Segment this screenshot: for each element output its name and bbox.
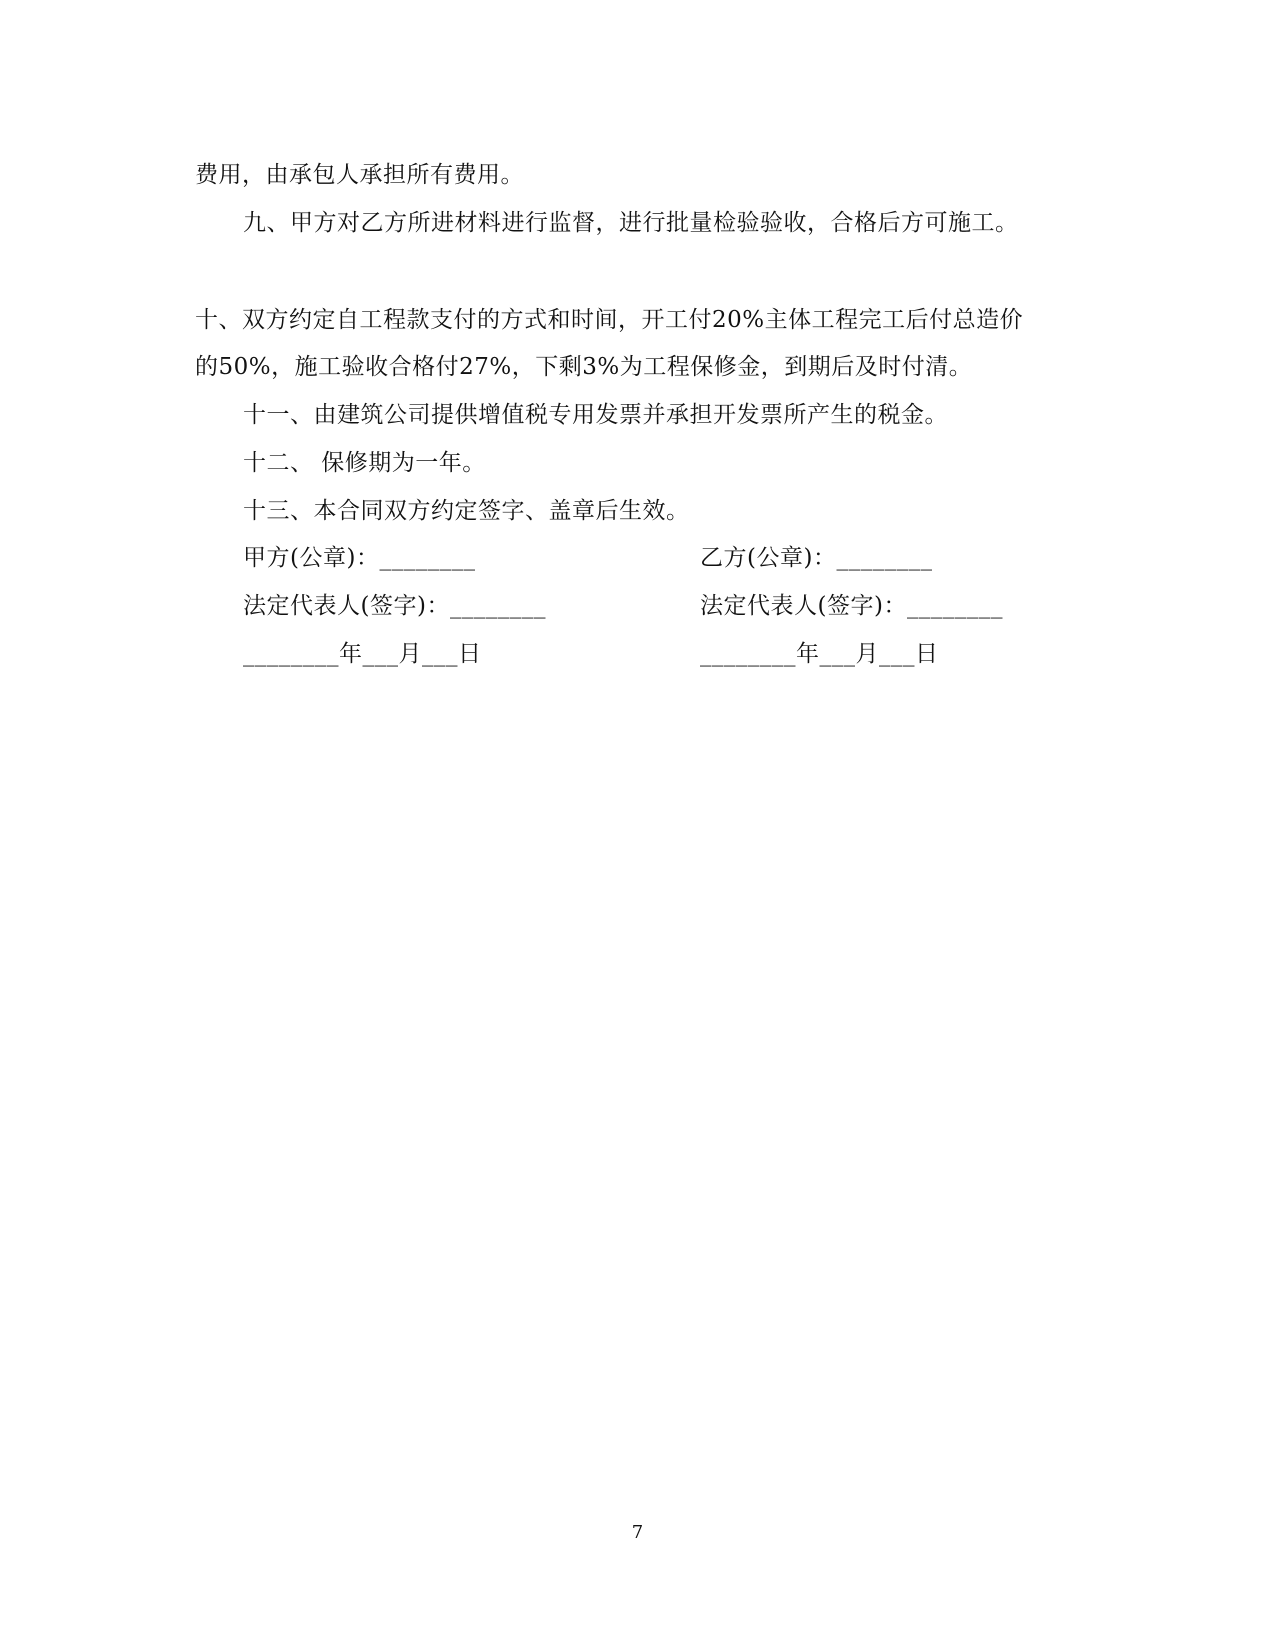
party-b-seal-field: 乙方(公章)：________ xyxy=(700,545,933,571)
party-a-representative-field: 法定代表人(签字)：________ xyxy=(243,593,546,619)
party-a-seal-field: 甲方(公章)：________ xyxy=(243,545,476,571)
clause-twelve: 十二、 保修期为一年。 xyxy=(243,450,486,476)
party-b-representative-field: 法定代表人(签字)：________ xyxy=(700,593,1003,619)
party-a-date-field: ________年___月___日 xyxy=(243,641,482,667)
party-b-date-field: ________年___月___日 xyxy=(700,641,939,667)
clause-thirteen: 十三、本合同双方约定签字、盖章后生效。 xyxy=(243,498,690,524)
clause-ten-line-2: 的50%，施工验收合格付27%，下剩3%为工程保修金，到期后及时付清。 xyxy=(195,354,973,380)
clause-nine: 九、甲方对乙方所进材料进行监督，进行批量检验验收，合格后方可施工。 xyxy=(243,210,1019,236)
clause-eleven: 十一、由建筑公司提供增值税专用发票并承担开发票所产生的税金。 xyxy=(243,402,948,428)
clause-ten-line-1: 十、双方约定自工程款支付的方式和时间，开工付20%主体工程完工后付总造价 xyxy=(195,307,1024,333)
page-number: 7 xyxy=(631,1522,644,1543)
paragraph-line-continuation: 费用，由承包人承担所有费用。 xyxy=(195,162,524,188)
